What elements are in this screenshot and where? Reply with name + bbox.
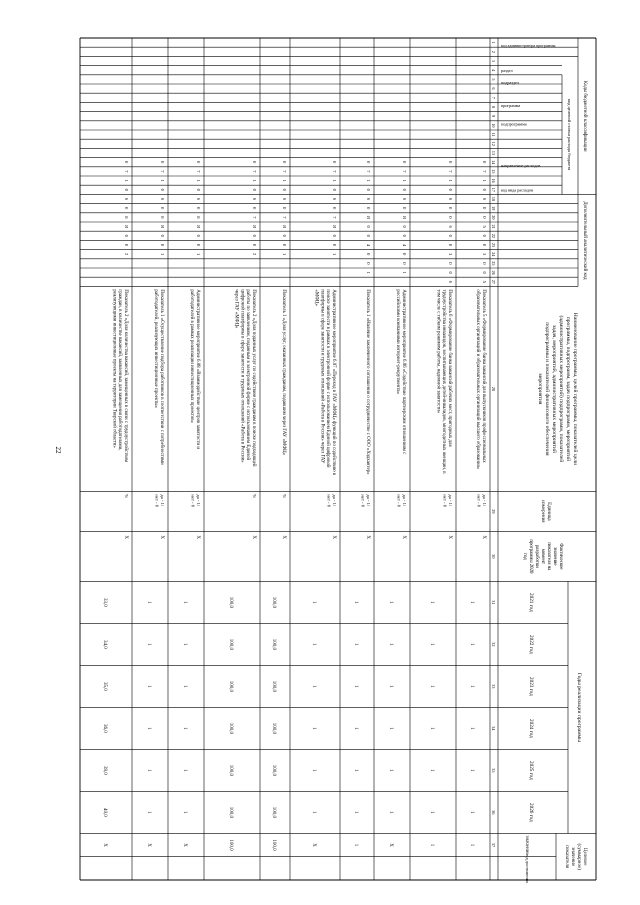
row-7-code-3: 1: [252, 179, 257, 182]
header-year-2: 2022 год: [528, 635, 534, 654]
header-admin-code: код администратора программы: [501, 43, 556, 49]
row-6-year-5: 100,0: [271, 764, 276, 777]
row-9-code-3: 1: [160, 179, 165, 182]
row-4-year-5: 1: [353, 769, 358, 772]
row-9-code-10: 0: [160, 243, 165, 247]
row-4-unit: да - 1/нет - 0: [360, 494, 371, 508]
row-6-target: 100,0: [271, 839, 276, 851]
row-6-code-8: Я: [282, 225, 287, 229]
row-1-year-1: 1: [469, 601, 474, 604]
row-3-year-2: 1: [388, 643, 393, 646]
row-8-target: X: [182, 843, 187, 847]
row-8-code-10: 0: [196, 243, 201, 247]
row-6-year-3: 100,0: [271, 680, 276, 693]
row-6-code-4: 0: [282, 188, 287, 191]
row-7-name: Показатель 2 «Доля поданных услуг по содействию гражданам в поиске подходящейработы по заявлениям, поданным в электронной форме с использованием Единойцифровой платформы в сфере занятости и трудовых отношений «Работа в России»через ГАУ «МФЦ»: [233, 289, 256, 467]
row-10-year-2: 34,0: [102, 640, 107, 649]
row-8-code-7: 8: [196, 216, 201, 219]
header-expense-type: код вида расходов: [501, 187, 534, 193]
row-9-code-8: Я: [160, 225, 165, 229]
row-1-year-4: 1: [469, 727, 474, 730]
column-number-26: 26: [491, 270, 496, 275]
row-10-code-9: 0: [124, 234, 129, 237]
row-4-base: X: [365, 535, 370, 540]
row-6-year-2: 100,0: [271, 638, 276, 651]
row-6-code-1: 0: [282, 161, 287, 164]
row-1-code-7: 0: [482, 216, 487, 219]
row-3-name: Административное мероприятие 6.06 «Содействие партнерским отношениям сроссийскими компаниями интернет-рекрутмента»: [395, 289, 406, 455]
column-number-10: 10: [491, 123, 496, 128]
row-6-year-4: 100,0: [271, 722, 276, 735]
column-number-15: 15: [491, 169, 496, 174]
column-number-6: 6: [491, 87, 496, 90]
row-3-code-4: 0: [402, 188, 407, 191]
row-1-code-8: 5: [482, 225, 487, 228]
row-10-code-7: 8: [124, 216, 129, 219]
row-4-code-10: 4: [366, 243, 371, 247]
header-years: Годы реализации программы: [576, 672, 582, 742]
row-8-code-8: Я: [196, 225, 201, 229]
row-1-code-1: 0: [482, 161, 487, 164]
row-2-year-6: 1: [429, 811, 434, 814]
row-2-code-9: 0: [448, 234, 453, 237]
row-1-code-5: 6: [482, 197, 487, 201]
row-7-code-4: 0: [252, 188, 257, 191]
row-8-code-11: 1: [196, 253, 201, 256]
row-6-name: Показатель 1 «Доля услуг, оказанных гражданам, подавшим через ГАУ «МФЦ»: [281, 289, 286, 456]
row-9-code-2: 7: [160, 170, 165, 173]
row-2-code-1: 0: [448, 161, 453, 164]
row-9-name: Показатель 1 «Осуществление подбора работников в соответствии с потребностямиработодателей, реализующих инвестиционные проекты»: [153, 289, 164, 465]
column-number-35: 35: [491, 768, 496, 773]
column-number-13: 13: [491, 150, 496, 156]
row-4-year-4: 1: [353, 727, 358, 730]
row-5-code-8: Я: [332, 225, 337, 229]
row-5-code-4: 0: [332, 188, 337, 191]
row-10-target: X: [102, 843, 107, 847]
row-8-base: X: [195, 535, 200, 540]
column-number-23: 23: [491, 242, 496, 248]
column-number-33: 33: [491, 684, 496, 689]
row-8-unit: да - 1/нет - 0: [190, 494, 201, 508]
column-number-28: 28: [491, 386, 496, 391]
row-9-code-7: 8: [160, 216, 165, 219]
row-9-code-5: 6: [160, 197, 165, 201]
row-4-code-12: 0: [366, 262, 371, 265]
row-8-code-9: 0: [196, 234, 201, 237]
column-number-27: 27: [491, 279, 496, 284]
header-subprogram: подпрограмма: [501, 121, 527, 127]
row-7-code-8: Я: [252, 225, 257, 229]
column-number-9: 9: [491, 115, 496, 118]
row-3-code-7: Я: [402, 215, 407, 219]
row-5-year-4: 1: [311, 727, 316, 730]
row-6-code-6: 0: [282, 207, 287, 210]
column-number-32: 32: [491, 642, 496, 647]
row-9-code-4: 0: [160, 188, 165, 191]
row-10-unit: %: [124, 494, 129, 499]
column-number-29: 29: [491, 509, 496, 514]
row-1-code-10: 0: [482, 243, 487, 247]
row-5-year-2: 1: [311, 643, 316, 646]
row-2-code-4: 0: [448, 188, 453, 191]
row-3-code-9: 0: [402, 234, 407, 237]
row-1-year-5: 1: [469, 769, 474, 772]
row-10-code-11: 2: [124, 253, 129, 256]
row-2-unit: да - 1/нет - 0: [442, 494, 453, 508]
row-3-year-1: 1: [388, 601, 393, 604]
column-number-36: 36: [491, 810, 496, 815]
row-3-code-11: 0: [402, 253, 407, 256]
row-10-base: X: [123, 535, 128, 540]
row-7-code-6: 0: [252, 207, 257, 210]
column-number-16: 16: [491, 178, 496, 183]
row-1-code-2: 7: [482, 170, 487, 173]
row-4-code-4: 0: [366, 188, 371, 191]
row-6-year-6: 100,0: [271, 806, 276, 819]
row-6-code-10: 0: [282, 243, 287, 247]
row-8-code-3: 1: [196, 179, 201, 182]
header-year-5: 2025 год: [528, 761, 534, 780]
row-2-year-1: 1: [429, 601, 434, 604]
row-8-year-3: 1: [182, 685, 187, 688]
row-8-year-4: 1: [182, 727, 187, 730]
row-5-code-6: 0: [332, 207, 337, 210]
row-7-code-7: 7: [252, 216, 257, 219]
row-9-unit: да - 1/нет - 0: [154, 494, 165, 508]
row-8-code-6: 0: [196, 207, 201, 210]
column-number-3: 3: [491, 59, 496, 63]
row-1-code-12: 0: [482, 262, 487, 265]
row-2-year-2: 1: [429, 643, 434, 646]
row-3-year-6: 1: [388, 811, 393, 814]
row-2-year-5: 1: [429, 769, 434, 772]
column-number-25: 25: [491, 261, 496, 266]
row-2-code-7: 0: [448, 216, 453, 219]
row-8-code-2: 7: [196, 170, 201, 173]
row-3-code-2: 7: [402, 170, 407, 173]
row-4-code-7: Я: [366, 215, 371, 219]
row-10-code-2: 7: [124, 170, 129, 173]
row-5-base: X: [331, 535, 336, 540]
row-4-name: Показатель 1 «Наличие заключенного соглашения о сотрудничестве с ООО «Хэдхантер»: [365, 289, 370, 475]
row-4-code-5: 6: [366, 197, 371, 201]
row-3-code-3: 1: [402, 179, 407, 182]
row-4-code-6: 0: [366, 207, 371, 210]
header-section: раздел: [501, 68, 513, 74]
row-4-year-3: 1: [353, 685, 358, 688]
row-8-code-5: 6: [196, 197, 201, 201]
row-1-code-9: 0: [482, 234, 487, 237]
row-1-code-3: 1: [482, 179, 487, 182]
row-6-code-2: 7: [282, 170, 287, 173]
header-target: Целевое(суммарное)значениепоказателя: [564, 843, 587, 870]
row-9-code-11: 1: [160, 253, 165, 256]
header-unit: Единицаизмерения: [540, 500, 551, 523]
row-10-code-4: 0: [124, 188, 129, 191]
column-number-20: 20: [491, 215, 496, 220]
row-3-year-3: 1: [388, 685, 393, 688]
row-5-year-1: 1: [311, 601, 316, 604]
row-3-base: X: [401, 535, 406, 540]
header-base-year: Фактическоезначениепоказателя намоментразработкипрограммы 2020год: [522, 539, 563, 574]
row-1-year-6: 1: [469, 811, 474, 814]
row-6-code-5: 6: [282, 197, 287, 201]
row-5-year-3: 1: [311, 685, 316, 688]
row-9-code-9: 0: [160, 234, 165, 237]
row-5-code-2: 7: [332, 170, 337, 173]
column-number-21: 21: [491, 224, 496, 229]
row-9-year-5: 1: [146, 769, 151, 772]
row-1-unit: да - 1/нет - 0: [476, 494, 487, 508]
row-4-code-2: 7: [366, 170, 371, 173]
row-2-base: X: [447, 535, 452, 540]
row-9-year-6: 1: [146, 811, 151, 814]
row-4-code-8: 0: [366, 225, 371, 228]
row-10-year-3: 35,0: [102, 682, 107, 691]
row-7-target: 100,0: [228, 839, 233, 851]
row-2-code-8: 6: [448, 225, 453, 228]
row-2-name: Показатель 6 «Формирование банка вакансий рабочих мест, пригодных длятрудоустройства инвалидов, воспитывающих детей-инвалидов, многодетных женщин, втом числе с гибким режимом работы, надомной занятости»: [435, 289, 452, 474]
row-9-base: X: [159, 535, 164, 540]
row-7-code-1: 0: [252, 161, 257, 164]
row-5-code-3: 1: [332, 179, 337, 182]
row-5-code-11: 1: [332, 253, 337, 256]
row-5-code-9: 0: [332, 234, 337, 237]
column-number-11: 11: [491, 132, 496, 137]
row-8-code-1: 0: [196, 161, 201, 164]
header-target-year: год достижения: [525, 853, 530, 884]
row-4-year-1: 1: [353, 601, 358, 604]
row-1-name: Показатель 5 «Формирование банка вакансий для выпускников профессиональныхобразовательных организаций и образовательных организаций высшего образования»: [475, 289, 486, 470]
header-year-6: 2026 год: [528, 803, 534, 822]
row-10-name: Показатель 2 «Доля количества вакансий, замещенных в связи с трудоустройствомграждан, в количестве вакансий, заявленных для замещения работодателями,реализующими инвестиционные проекты на территории Тверской области»: [111, 289, 128, 463]
row-5-name: Административное мероприятие 6.07 «Переход в ГАУ «МФЦ» функций по содействию впоиске занятости в рамках в электронной форме с использованием Единой цифровойплатформы в сфере занятости и трудовых отношений «Работа в России» через ГАУ«МФЦ»: [313, 289, 336, 476]
row-1-code-11: 3: [482, 253, 487, 256]
row-7-code-11: 2: [252, 253, 257, 256]
header-name: Наименование программы, целей программы, показателей целипрограммы, подпрограмм, задач подпрограмм, мероприятий(административных мероприятий) подпрограмм, показателейзадач, мероприятий, административных мероприятийподпрограммы и показателей финансового обеспечениямероприятия: [537, 312, 578, 466]
row-5-target: X: [311, 843, 316, 847]
row-7-year-5: 100,0: [228, 764, 233, 777]
header-subsection: подраздел: [501, 80, 519, 85]
row-2-code-10: 0: [448, 243, 453, 247]
row-9-code-1: 0: [160, 161, 165, 164]
row-5-year-5: 1: [311, 769, 316, 772]
row-3-code-8: 0: [402, 225, 407, 228]
row-5-code-1: 0: [332, 161, 337, 164]
row-5-code-7: 7: [332, 216, 337, 219]
column-number-4: 4: [491, 69, 496, 72]
row-7-year-6: 100,0: [228, 806, 233, 819]
column-number-2: 2: [491, 50, 496, 53]
column-number-14: 14: [491, 160, 496, 165]
row-1-code-6: 0: [482, 207, 487, 210]
row-10-code-1: 0: [124, 161, 129, 164]
row-6-code-11: 1: [282, 253, 287, 256]
row-5-code-10: 0: [332, 243, 337, 247]
header-year-1: 2021 год: [528, 593, 534, 612]
row-5-code-5: 6: [332, 197, 337, 201]
row-3-year-5: 1: [388, 769, 393, 772]
row-7-code-2: 7: [252, 170, 257, 173]
column-number-34: 34: [491, 726, 496, 731]
header-program: программа: [501, 103, 521, 108]
row-2-code-13: 0: [448, 271, 453, 274]
column-number-24: 24: [491, 252, 496, 257]
row-2-code-5: 6: [448, 197, 453, 201]
column-number-37: 37: [491, 842, 496, 848]
row-10-year-1: 33,0: [102, 598, 107, 607]
header-analytic-code: Дополнительный аналитический код: [582, 201, 587, 280]
row-3-code-13: 1: [402, 271, 407, 274]
header-target-value: значение: [524, 835, 529, 855]
row-2-code-6: 0: [448, 207, 453, 210]
row-8-name: Административное мероприятие 6.08 «Взаимодействие центров занятости иработодателей в рамках реализации инвестиционных проектов»: [189, 289, 200, 449]
header-budget-codes: Коды бюджетной классификации: [582, 80, 587, 152]
row-10-code-10: 0: [124, 243, 129, 247]
column-number-5: 5: [491, 78, 496, 81]
row-3-target: X: [388, 843, 393, 847]
row-7-year-3: 100,0: [228, 680, 233, 693]
row-10-code-3: 1: [124, 179, 129, 182]
row-1-year-2: 1: [469, 643, 474, 646]
row-2-code-12: 0: [448, 262, 453, 265]
row-1-code-14: 5: [482, 280, 487, 283]
row-10-year-6: 40,0: [102, 808, 107, 817]
row-6-unit: %: [282, 494, 287, 499]
row-3-year-4: 1: [388, 727, 393, 730]
row-3-code-1: 0: [402, 161, 407, 164]
header-year-3: 2023 год: [528, 677, 534, 696]
row-10-code-6: 0: [124, 207, 129, 210]
column-number-17: 17: [491, 187, 496, 192]
row-2-code-2: 7: [448, 170, 453, 173]
row-3-code-10: 4: [402, 243, 407, 247]
row-1-target: 1: [469, 843, 474, 847]
column-number-18: 18: [491, 196, 496, 202]
table-group: [80, 38, 596, 883]
row-6-code-3: 1: [282, 179, 287, 182]
row-1-base: X: [481, 535, 486, 540]
row-7-year-2: 100,0: [228, 638, 233, 651]
column-number-1: 1: [491, 41, 496, 44]
row-2-code-11: 3: [448, 253, 453, 256]
row-8-year-6: 1: [182, 811, 187, 814]
row-2-target: 1: [429, 843, 434, 847]
page-number: 22: [54, 446, 62, 454]
row-3-code-12: 0: [402, 262, 407, 265]
row-5-unit: да - 1/нет - 0: [326, 494, 337, 508]
row-3-code-5: 6: [402, 197, 407, 201]
row-1-year-3: 1: [469, 685, 474, 688]
column-number-19: 19: [491, 206, 496, 211]
row-10-code-8: Я: [124, 225, 129, 229]
row-4-target: 1: [353, 843, 358, 847]
row-4-code-1: 0: [366, 161, 371, 164]
row-9-year-1: 1: [146, 601, 151, 604]
row-2-code-3: 1: [448, 179, 453, 182]
row-6-base: X: [281, 535, 286, 540]
row-7-code-5: 6: [252, 197, 257, 201]
row-7-year-4: 100,0: [228, 722, 233, 735]
row-8-year-1: 1: [182, 601, 187, 604]
header-target-item: код целевой статьи расхода бюджета: [567, 98, 572, 171]
row-1-code-13: 0: [482, 271, 487, 274]
column-number-31: 31: [491, 600, 496, 605]
row-7-base: X: [251, 535, 256, 540]
row-8-year-5: 1: [182, 769, 187, 772]
header-direction: направление расходов: [501, 162, 541, 168]
column-number-22: 22: [491, 233, 496, 238]
row-4-code-11: 0: [366, 253, 371, 256]
row-6-year-1: 100,0: [271, 596, 276, 609]
row-2-code-14: 6: [448, 280, 453, 283]
column-number-12: 12: [491, 141, 496, 146]
row-7-code-10: 0: [252, 243, 257, 247]
row-7-year-1: 100,0: [228, 596, 233, 609]
row-2-year-3: 1: [429, 685, 434, 688]
row-6-code-7: 7: [282, 216, 287, 219]
column-number-7: 7: [491, 96, 496, 99]
row-9-code-6: 0: [160, 207, 165, 210]
row-4-code-9: 0: [366, 234, 371, 237]
row-4-year-6: 1: [353, 811, 358, 814]
row-10-year-5: 39,0: [102, 766, 107, 775]
row-9-year-2: 1: [146, 643, 151, 646]
row-3-unit: да - 1/нет - 0: [396, 494, 407, 508]
row-1-code-4: 0: [482, 188, 487, 191]
column-number-8: 8: [491, 105, 496, 109]
row-4-year-2: 1: [353, 643, 358, 646]
row-7-unit: %: [252, 494, 257, 499]
row-9-year-3: 1: [146, 685, 151, 688]
row-6-code-9: 0: [282, 234, 287, 237]
row-3-code-6: 0: [402, 207, 407, 210]
row-10-code-5: 6: [124, 197, 129, 201]
column-number-30: 30: [491, 554, 496, 559]
row-7-code-9: 0: [252, 234, 257, 237]
row-5-year-6: 1: [311, 811, 316, 814]
row-8-year-2: 1: [182, 643, 187, 646]
row-9-year-4: 1: [146, 727, 151, 730]
row-10-year-4: 36,0: [102, 724, 107, 733]
row-4-code-3: 1: [366, 179, 371, 182]
row-4-code-13: 1: [366, 271, 371, 274]
row-2-year-4: 1: [429, 727, 434, 730]
row-8-code-4: 0: [196, 188, 201, 191]
header-year-4: 2024 год: [528, 719, 534, 738]
row-9-target: X: [146, 843, 151, 847]
